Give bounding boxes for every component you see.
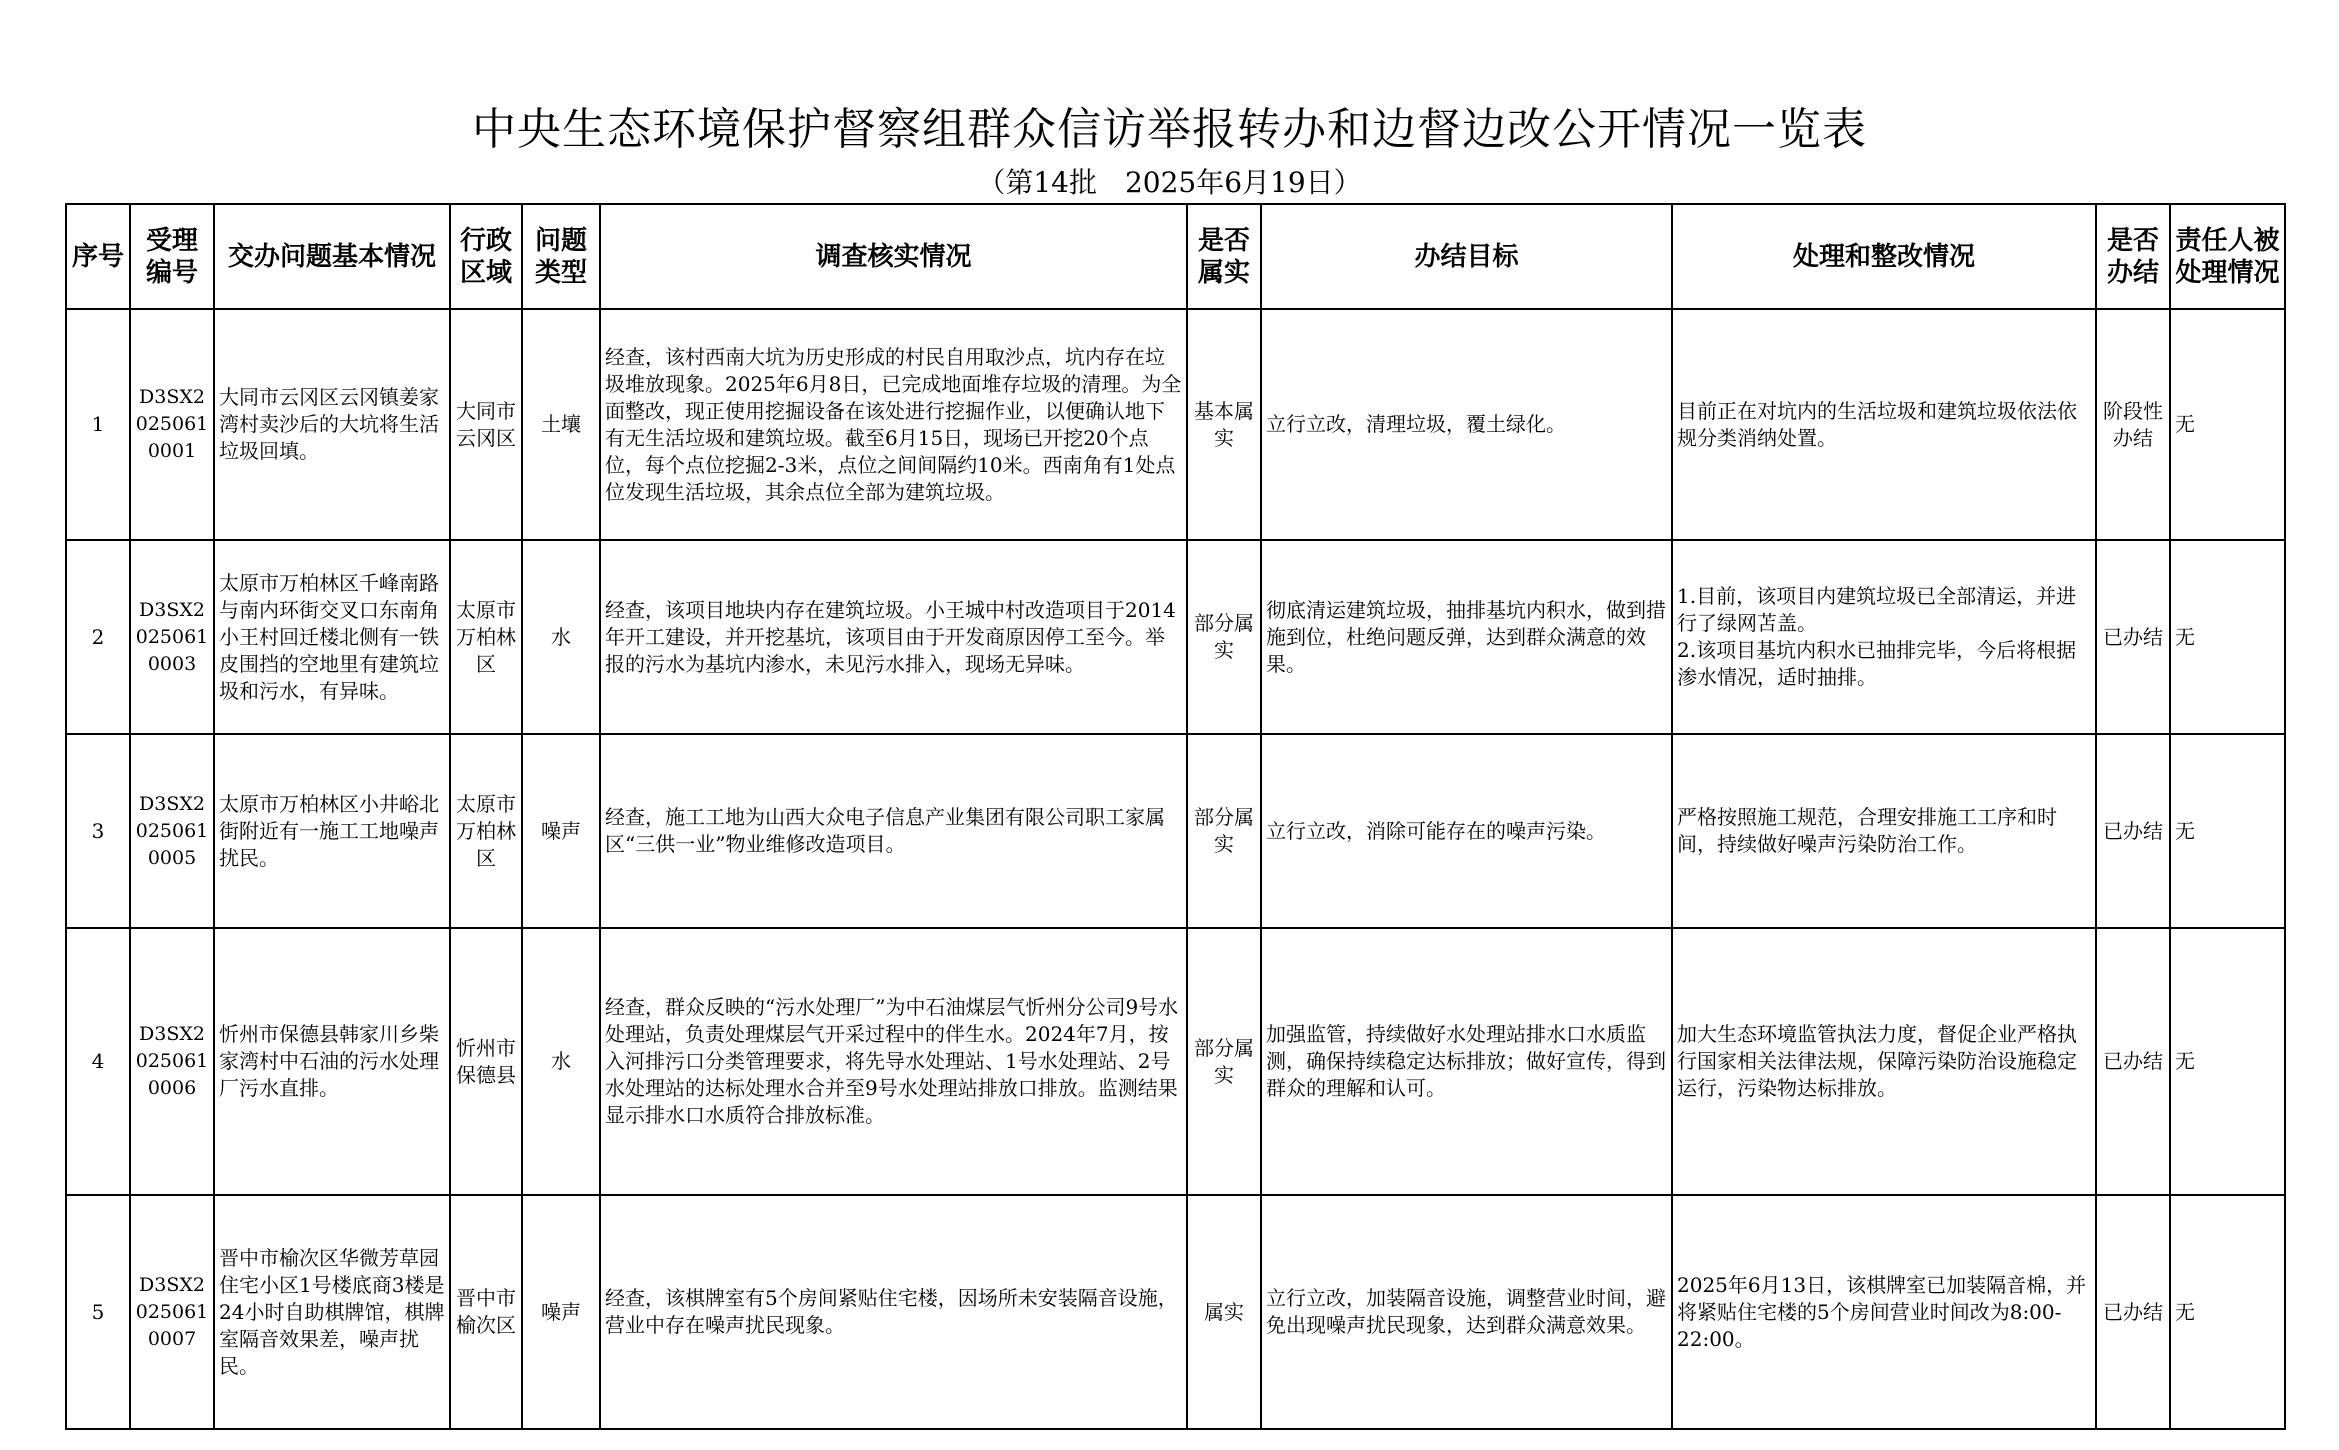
cell-seq: 1 — [66, 309, 130, 540]
cell-verified: 属实 — [1187, 1195, 1261, 1429]
cell-rectification: 目前正在对坑内的生活垃圾和建筑垃圾依法依规分类消纳处置。 — [1672, 309, 2096, 540]
cell-accountability: 无 — [2170, 1195, 2285, 1429]
cell-goal: 立行立改，消除可能存在的噪声污染。 — [1261, 734, 1672, 928]
header-verified: 是否属实 — [1187, 204, 1261, 309]
page-title: 中央生态环境保护督察组群众信访举报转办和边督边改公开情况一览表 — [472, 104, 1867, 155]
cell-investigation: 经查，该村西南大坑为历史形成的村民自用取沙点，坑内存在垃圾堆放现象。2025年6月8日，已完成地面堆存垃圾的清理。为全面整改，现正使用挖掘设备在该处进行挖掘作业，以便确认地下有无生活垃圾和建筑垃圾。截至6月15日，现场已开挖20个点位，每个点位挖掘2-3米，点位之间间隔约10米。西南角有1处点位发现生活垃圾，其余点位全部为建筑垃圾。 — [600, 309, 1187, 540]
cell-accountability: 无 — [2170, 309, 2285, 540]
cell-closed: 阶段性办结 — [2096, 309, 2170, 540]
report-table — [65, 203, 2286, 1430]
cell-investigation: 经查，该项目地块内存在建筑垃圾。小王城中村改造项目于2014年开工建设，并开挖基坑，该项目由于开发商原因停工至今。举报的污水为基坑内渗水，未见污水排入，现场无异味。 — [600, 540, 1187, 734]
cell-issue: 太原市万柏林区千峰南路与南内环街交叉口东南角小王村回迁楼北侧有一铁皮围挡的空地里有建筑垃圾和污水，有异味。 — [214, 540, 450, 734]
cell-case-id: D3SX20250610006 — [130, 928, 214, 1195]
header-seq: 序号 — [66, 204, 130, 309]
table-row — [66, 540, 2285, 734]
cell-region: 太原市万柏林区 — [450, 734, 522, 928]
cell-accountability: 无 — [2170, 928, 2285, 1195]
cell-region: 忻州市保德县 — [450, 928, 522, 1195]
table-row — [66, 734, 2285, 928]
table-row — [66, 309, 2285, 540]
cell-verified: 部分属实 — [1187, 540, 1261, 734]
table-row — [66, 1195, 2285, 1429]
cell-rectification: 加大生态环境监管执法力度，督促企业严格执行国家相关法律法规，保障污染防治设施稳定运行，污染物达标排放。 — [1672, 928, 2096, 1195]
cell-verified: 部分属实 — [1187, 928, 1261, 1195]
header-issue: 交办问题基本情况 — [214, 204, 450, 309]
cell-type: 水 — [522, 540, 600, 734]
header-goal: 办结目标 — [1261, 204, 1672, 309]
cell-seq: 2 — [66, 540, 130, 734]
header-region: 行政区域 — [450, 204, 522, 309]
cell-region: 大同市云冈区 — [450, 309, 522, 540]
cell-goal: 彻底清运建筑垃圾，抽排基坑内积水，做到措施到位，杜绝问题反弹，达到群众满意的效果。 — [1261, 540, 1672, 734]
cell-issue: 大同市云冈区云冈镇姜家湾村卖沙后的大坑将生活垃圾回填。 — [214, 309, 450, 540]
cell-type: 土壤 — [522, 309, 600, 540]
cell-closed: 已办结 — [2096, 1195, 2170, 1429]
cell-issue: 忻州市保德县韩家川乡柴家湾村中石油的污水处理厂污水直排。 — [214, 928, 450, 1195]
table-body — [66, 309, 2285, 1429]
cell-seq: 4 — [66, 928, 130, 1195]
cell-case-id: D3SX20250610007 — [130, 1195, 214, 1429]
cell-region: 太原市万柏林区 — [450, 540, 522, 734]
cell-investigation: 经查，该棋牌室有5个房间紧贴住宅楼，因场所未安装隔音设施，营业中存在噪声扰民现象。 — [600, 1195, 1187, 1429]
table-row — [66, 928, 2285, 1195]
cell-accountability: 无 — [2170, 734, 2285, 928]
cell-investigation: 经查，群众反映的“污水处理厂”为中石油煤层气忻州分公司9号水处理站，负责处理煤层气开采过程中的伴生水。2024年7月，按入河排污口分类管理要求，将先导水处理站、1号水处理站、2号水处理站的达标处理水合并至9号水处理站排放口排放。监测结果显示排水口水质符合排放标准。 — [600, 928, 1187, 1195]
cell-goal: 立行立改，加装隔音设施，调整营业时间，避免出现噪声扰民现象，达到群众满意效果。 — [1261, 1195, 1672, 1429]
cell-investigation: 经查，施工工地为山西大众电子信息产业集团有限公司职工家属区“三供一业”物业维修改造项目。 — [600, 734, 1187, 928]
cell-type: 噪声 — [522, 1195, 600, 1429]
table-header — [66, 204, 2285, 309]
cell-goal: 立行立改，清理垃圾，覆土绿化。 — [1261, 309, 1672, 540]
header-type: 问题类型 — [522, 204, 600, 309]
cell-type: 水 — [522, 928, 600, 1195]
cell-accountability: 无 — [2170, 540, 2285, 734]
header-investigation: 调查核实情况 — [600, 204, 1187, 309]
cell-rectification: 严格按照施工规范，合理安排施工工序和时间，持续做好噪声污染防治工作。 — [1672, 734, 2096, 928]
cell-verified: 基本属实 — [1187, 309, 1261, 540]
cell-closed: 已办结 — [2096, 734, 2170, 928]
cell-rectification: 2025年6月13日，该棋牌室已加装隔音棉，并将紧贴住宅楼的5个房间营业时间改为8:00-22:00。 — [1672, 1195, 2096, 1429]
cell-closed: 已办结 — [2096, 928, 2170, 1195]
header-case-id: 受理编号 — [130, 204, 214, 309]
cell-seq: 3 — [66, 734, 130, 928]
cell-case-id: D3SX20250610003 — [130, 540, 214, 734]
cell-rectification: 1.目前，该项目内建筑垃圾已全部清运，并进行了绿网苫盖。 2.该项目基坑内积水已抽排完毕，今后将根据渗水情况，适时抽排。 — [1672, 540, 2096, 734]
cell-seq: 5 — [66, 1195, 130, 1429]
cell-case-id: D3SX20250610005 — [130, 734, 214, 928]
cell-issue: 晋中市榆次区华微芳草园住宅小区1号楼底商3楼是24小时自助棋牌馆，棋牌室隔音效果差，噪声扰民。 — [214, 1195, 450, 1429]
header-rectification: 处理和整改情况 — [1672, 204, 2096, 309]
cell-closed: 已办结 — [2096, 540, 2170, 734]
cell-issue: 太原市万柏林区小井峪北街附近有一施工工地噪声扰民。 — [214, 734, 450, 928]
cell-goal: 加强监管，持续做好水处理站排水口水质监测，确保持续稳定达标排放；做好宣传，得到群众的理解和认可。 — [1261, 928, 1672, 1195]
cell-type: 噪声 — [522, 734, 600, 928]
cell-verified: 部分属实 — [1187, 734, 1261, 928]
header-accountability: 责任人被处理情况 — [2170, 204, 2285, 309]
header-closed: 是否办结 — [2096, 204, 2170, 309]
page-subtitle: （第14批 2025年6月19日） — [977, 166, 1362, 199]
cell-case-id: D3SX20250610001 — [130, 309, 214, 540]
cell-region: 晋中市榆次区 — [450, 1195, 522, 1429]
